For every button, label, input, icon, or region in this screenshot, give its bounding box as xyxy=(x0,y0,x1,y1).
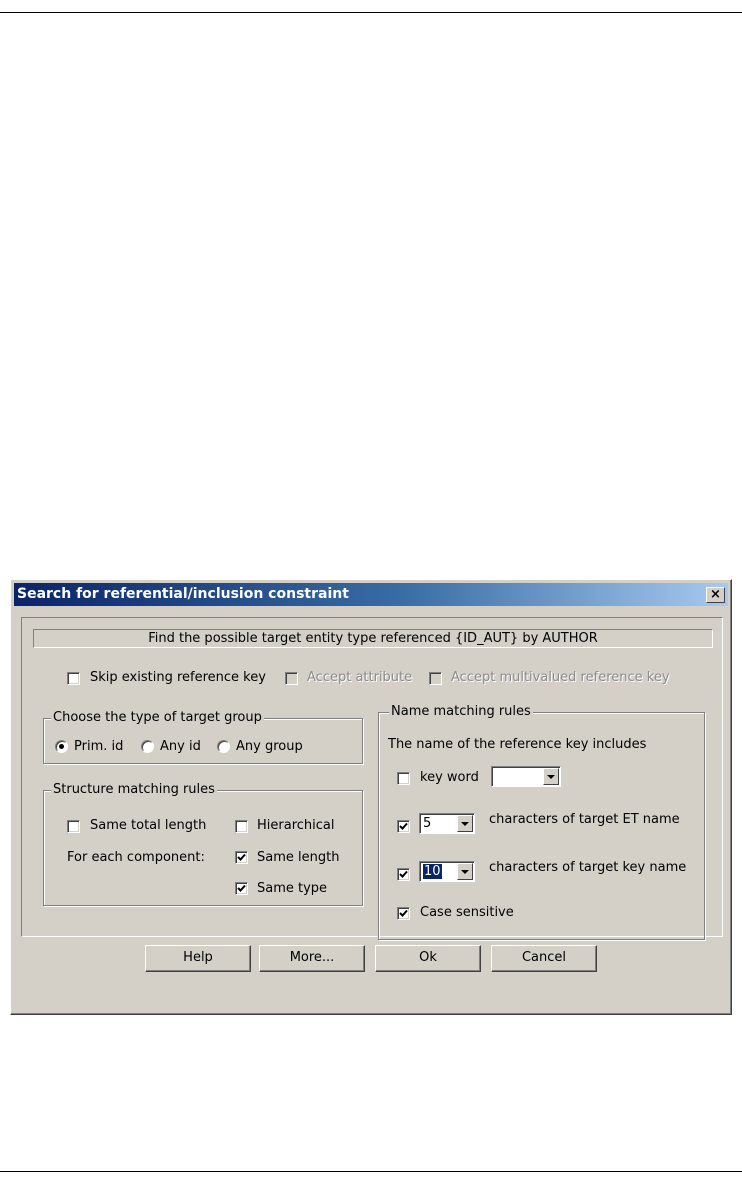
same-type-label: Same type xyxy=(257,881,328,896)
et-name-count-value: 5 xyxy=(423,816,432,831)
key-word-label: key word xyxy=(420,770,479,785)
et-name-count-dropdown[interactable] xyxy=(419,813,475,834)
same-total-length-label: Same total length xyxy=(90,818,207,833)
hierarchical-checkbox[interactable] xyxy=(235,820,248,833)
same-type-checkbox[interactable] xyxy=(235,882,248,895)
check-icon xyxy=(237,853,246,862)
accept-multivalued-label: Accept multivalued reference key xyxy=(451,670,670,685)
same-total-length-checkbox[interactable] xyxy=(67,820,80,833)
structure-rules-title: Structure matching rules xyxy=(53,782,215,797)
for-each-component-label: For each component: xyxy=(67,850,205,865)
dialog-title: Search for referential/inclusion constraint xyxy=(17,586,349,602)
radio-any-id-label: Any id xyxy=(160,739,201,754)
name-rules-title: Name matching rules xyxy=(391,704,531,719)
close-icon: × xyxy=(710,587,721,602)
help-button[interactable]: Help xyxy=(145,945,251,972)
same-length-label: Same length xyxy=(257,850,340,865)
chevron-down-icon[interactable] xyxy=(457,863,473,880)
more-button[interactable]: More... xyxy=(259,945,365,972)
radio-selected-dot xyxy=(59,744,64,749)
name-rules-subtitle: The name of the reference key includes xyxy=(388,737,647,752)
page-top-rule xyxy=(0,12,742,13)
et-name-label: characters of target ET name xyxy=(489,812,680,827)
radio-prim-id-label: Prim. id xyxy=(74,739,124,754)
check-icon xyxy=(399,870,408,879)
skip-existing-label: Skip existing reference key xyxy=(90,670,266,685)
same-length-checkbox[interactable] xyxy=(235,851,248,864)
check-icon xyxy=(237,884,246,893)
page-bottom-rule xyxy=(0,1171,742,1172)
hierarchical-label: Hierarchical xyxy=(257,818,335,833)
radio-any-group-label: Any group xyxy=(236,739,303,754)
check-icon xyxy=(399,822,408,831)
target-group-title: Choose the type of target group xyxy=(53,710,262,725)
radio-prim-id[interactable] xyxy=(55,740,68,753)
close-button[interactable] xyxy=(706,587,725,603)
radio-any-id[interactable] xyxy=(141,740,154,753)
key-word-dropdown[interactable] xyxy=(491,766,561,787)
dialog-titlebar[interactable] xyxy=(14,583,728,606)
case-sensitive-checkbox[interactable] xyxy=(397,907,410,920)
key-name-label: characters of target key name xyxy=(489,860,687,875)
ok-button[interactable]: Ok xyxy=(375,945,481,972)
case-sensitive-label: Case sensitive xyxy=(420,905,514,920)
skip-existing-checkbox[interactable] xyxy=(67,672,80,685)
key-name-checkbox[interactable] xyxy=(397,868,410,881)
accept-attribute-label: Accept attribute xyxy=(307,670,413,685)
info-banner: Find the possible target entity type referenced {ID_AUT} by AUTHOR xyxy=(33,629,713,648)
key-name-count-value: 10 xyxy=(424,864,441,879)
accept-attribute-checkbox xyxy=(285,672,298,685)
key-name-count-dropdown[interactable] xyxy=(419,861,475,882)
chevron-down-icon[interactable] xyxy=(457,815,473,832)
radio-any-group[interactable] xyxy=(217,740,230,753)
search-constraint-dialog xyxy=(10,579,732,1015)
et-name-checkbox[interactable] xyxy=(397,820,410,833)
chevron-down-icon[interactable] xyxy=(543,768,559,785)
cancel-button[interactable]: Cancel xyxy=(491,945,597,972)
key-word-checkbox[interactable] xyxy=(397,772,410,785)
check-icon xyxy=(399,909,408,918)
accept-multivalued-checkbox xyxy=(429,672,442,685)
